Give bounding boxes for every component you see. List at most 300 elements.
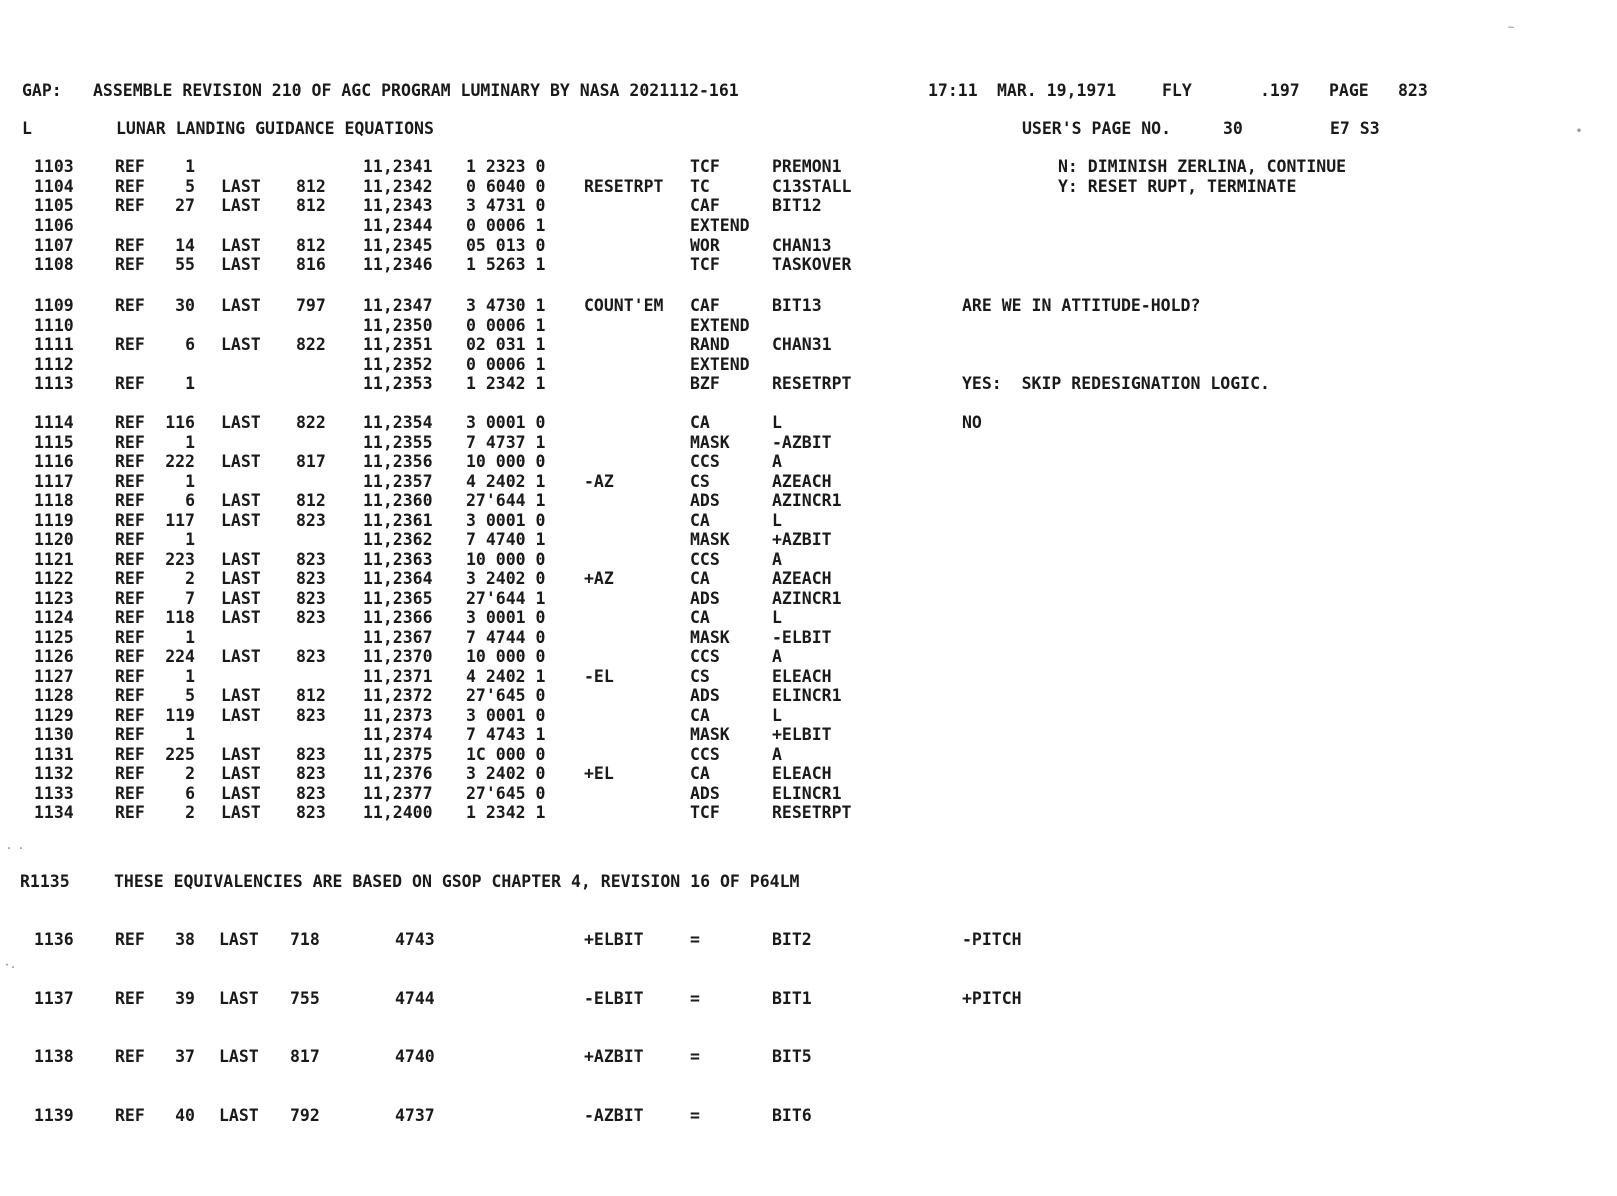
row-label: +AZ: [584, 569, 614, 588]
page-header: [0, 81, 1617, 101]
row-comment: ARE WE IN ATTITUDE-HOLD?: [962, 296, 1201, 315]
row-lastn: 823: [296, 511, 326, 530]
row-operand: ELINCR1: [772, 784, 842, 803]
listing-row: [0, 157, 1617, 177]
row-ref: REF: [115, 725, 145, 744]
row-lastn: 823: [296, 764, 326, 783]
row-last: LAST: [221, 491, 261, 510]
row-code: 1 2323 0: [466, 157, 546, 176]
section-title: LUNAR LANDING GUIDANCE EQUATIONS: [116, 119, 434, 138]
row-ln: 1134: [34, 803, 74, 822]
row-code: 4 2402 1: [466, 667, 546, 686]
row-rn: 6: [185, 784, 195, 803]
row-comment: Y: RESET RUPT, TERMINATE: [1058, 177, 1297, 196]
row-op: TCF: [690, 255, 720, 274]
listing-row: [0, 511, 1617, 531]
row-operand: BIT13: [772, 296, 822, 315]
row-op: BZF: [690, 374, 720, 393]
listing-row: [0, 745, 1617, 765]
equate-eq: =: [690, 1106, 700, 1125]
row-last: LAST: [221, 236, 261, 255]
row-operand: A: [772, 452, 782, 471]
row-addr: 11,2362: [363, 530, 433, 549]
row-rn: 27: [175, 196, 195, 215]
header-page-number: 823: [1398, 81, 1428, 100]
row-addr: 11,2365: [363, 589, 433, 608]
row-op: ADS: [690, 784, 720, 803]
row-operand: L: [772, 511, 782, 530]
row-code: 4 2402 1: [466, 472, 546, 491]
listing-row: [0, 335, 1617, 355]
listing-row: [0, 196, 1617, 216]
row-lastn: 823: [296, 803, 326, 822]
row-rn: 117: [165, 511, 195, 530]
equate-last: LAST: [219, 1106, 259, 1125]
row-rn: 1: [185, 157, 195, 176]
row-operand: L: [772, 413, 782, 432]
equate-comment: +PITCH: [962, 989, 1022, 1008]
equate-last: LAST: [219, 930, 259, 949]
row-op: CCS: [690, 647, 720, 666]
equate-eq: =: [690, 930, 700, 949]
scan-speck: •: [1576, 126, 1583, 137]
row-ref: REF: [115, 667, 145, 686]
header-page-label: PAGE: [1329, 81, 1369, 100]
header-date: MAR. 19,1971: [997, 81, 1117, 100]
equate-lastn: 792: [290, 1106, 320, 1125]
row-op: CCS: [690, 550, 720, 569]
row-ln: 1121: [34, 550, 74, 569]
row-operand: +AZBIT: [772, 530, 832, 549]
row-last: LAST: [221, 550, 261, 569]
equate-target: BIT6: [772, 1106, 812, 1125]
row-op: WOR: [690, 236, 720, 255]
header-code: .197: [1260, 81, 1300, 100]
row-addr: 11,2377: [363, 784, 433, 803]
row-lastn: 823: [296, 550, 326, 569]
row-last: LAST: [221, 452, 261, 471]
row-op: CS: [690, 472, 710, 491]
row-operand: TASKOVER: [772, 255, 852, 274]
row-op: MASK: [690, 530, 730, 549]
row-operand: ELEACH: [772, 667, 832, 686]
listing-row: [0, 296, 1617, 316]
row-ln: 1132: [34, 764, 74, 783]
row-ref: REF: [115, 472, 145, 491]
listing-row: [0, 374, 1617, 394]
row-ref: REF: [115, 569, 145, 588]
row-op: EXTEND: [690, 216, 750, 235]
row-ln: 1110: [34, 316, 74, 335]
row-ln: 1115: [34, 433, 74, 452]
equate-row: [0, 1047, 1617, 1067]
row-ref: REF: [115, 550, 145, 569]
row-addr: 11,2361: [363, 511, 433, 530]
row-rn: 223: [165, 550, 195, 569]
row-rn: 1: [185, 433, 195, 452]
remark-text: THESE EQUIVALENCIES ARE BASED ON GSOP CHAPTER 4, REVISION 16 OF P64LM: [114, 872, 800, 891]
row-addr: 11,2344: [363, 216, 433, 235]
row-code: 05 013 0: [466, 236, 546, 255]
row-op: CAF: [690, 196, 720, 215]
row-code: 3 0001 0: [466, 511, 546, 530]
row-ref: REF: [115, 433, 145, 452]
row-ref: REF: [115, 803, 145, 822]
scan-speck: ·.: [4, 960, 17, 971]
listing-row: [0, 491, 1617, 511]
listing-row: [0, 452, 1617, 472]
row-addr: 11,2367: [363, 628, 433, 647]
row-addr: 11,2373: [363, 706, 433, 725]
row-rn: 225: [165, 745, 195, 764]
row-ln: 1122: [34, 569, 74, 588]
row-label: -AZ: [584, 472, 614, 491]
row-op: CA: [690, 413, 710, 432]
row-operand: -AZBIT: [772, 433, 832, 452]
row-code: 3 0001 0: [466, 608, 546, 627]
row-addr: 11,2352: [363, 355, 433, 374]
row-code: 10 000 0: [466, 550, 546, 569]
row-operand: AZINCR1: [772, 491, 842, 510]
row-rn: 55: [175, 255, 195, 274]
equate-value: 4740: [395, 1047, 435, 1066]
row-ref: REF: [115, 706, 145, 725]
row-addr: 11,2360: [363, 491, 433, 510]
row-operand: RESETRPT: [772, 374, 852, 393]
row-ln: 1118: [34, 491, 74, 510]
equate-name: +ELBIT: [584, 930, 644, 949]
row-operand: A: [772, 550, 782, 569]
row-addr: 11,2346: [363, 255, 433, 274]
row-ref: REF: [115, 530, 145, 549]
row-lastn: 817: [296, 452, 326, 471]
equate-value: 4737: [395, 1106, 435, 1125]
equate-rn: 37: [175, 1047, 195, 1066]
row-operand: CHAN13: [772, 236, 832, 255]
row-ln: 1106: [34, 216, 74, 235]
row-comment: NO: [962, 413, 982, 432]
row-op: TC: [690, 177, 710, 196]
listing-row: [0, 236, 1617, 256]
row-last: LAST: [221, 764, 261, 783]
listing-row: [0, 686, 1617, 706]
row-addr: 11,2366: [363, 608, 433, 627]
equate-target: BIT1: [772, 989, 812, 1008]
equate-rn: 38: [175, 930, 195, 949]
row-lastn: 822: [296, 335, 326, 354]
row-lastn: 823: [296, 745, 326, 764]
listing-row: [0, 628, 1617, 648]
row-op: CCS: [690, 452, 720, 471]
row-code: 10 000 0: [466, 647, 546, 666]
row-ln: 1119: [34, 511, 74, 530]
row-rn: 116: [165, 413, 195, 432]
row-code: 7 4740 1: [466, 530, 546, 549]
row-lastn: 823: [296, 706, 326, 725]
row-op: CA: [690, 511, 710, 530]
equate-row: [0, 1106, 1617, 1126]
row-addr: 11,2357: [363, 472, 433, 491]
row-rn: 1: [185, 628, 195, 647]
row-op: CS: [690, 667, 710, 686]
row-last: LAST: [221, 784, 261, 803]
row-addr: 11,2343: [363, 196, 433, 215]
row-operand: ELEACH: [772, 764, 832, 783]
equate-eq: =: [690, 1047, 700, 1066]
row-code: 7 4744 0: [466, 628, 546, 647]
row-addr: 11,2364: [363, 569, 433, 588]
row-op: CA: [690, 569, 710, 588]
row-code: 3 0001 0: [466, 413, 546, 432]
equate-lastn: 817: [290, 1047, 320, 1066]
row-lastn: 816: [296, 255, 326, 274]
row-operand: A: [772, 745, 782, 764]
row-ln: 1120: [34, 530, 74, 549]
listing-row: [0, 316, 1617, 336]
row-ref: REF: [115, 452, 145, 471]
row-ln: 1107: [34, 236, 74, 255]
row-operand: BIT12: [772, 196, 822, 215]
equate-comment: -PITCH: [962, 930, 1022, 949]
row-ln: 1111: [34, 335, 74, 354]
row-addr: 11,2345: [363, 236, 433, 255]
row-ln: 1105: [34, 196, 74, 215]
row-op: MASK: [690, 725, 730, 744]
row-ref: REF: [115, 236, 145, 255]
listing-row: [0, 413, 1617, 433]
row-code: 0 6040 0: [466, 177, 546, 196]
row-rn: 119: [165, 706, 195, 725]
row-rn: 6: [185, 491, 195, 510]
row-ref: REF: [115, 335, 145, 354]
row-code: 1 5263 1: [466, 255, 546, 274]
row-ln: 1112: [34, 355, 74, 374]
row-code: 1 2342 1: [466, 374, 546, 393]
row-ln: 1113: [34, 374, 74, 393]
listing-row: [0, 433, 1617, 453]
row-addr: 11,2370: [363, 647, 433, 666]
row-code: 7 4737 1: [466, 433, 546, 452]
row-op: CCS: [690, 745, 720, 764]
row-ref: REF: [115, 296, 145, 315]
row-operand: RESETRPT: [772, 803, 852, 822]
equate-value: 4743: [395, 930, 435, 949]
row-ln: 1116: [34, 452, 74, 471]
row-last: LAST: [221, 335, 261, 354]
listing-row: [0, 569, 1617, 589]
equate-row: [0, 989, 1617, 1009]
equate-name: -ELBIT: [584, 989, 644, 1008]
equate-last: LAST: [219, 989, 259, 1008]
row-operand: PREMON1: [772, 157, 842, 176]
equate-ln: 1137: [34, 989, 74, 1008]
row-last: LAST: [221, 589, 261, 608]
row-last: LAST: [221, 296, 261, 315]
row-rn: 222: [165, 452, 195, 471]
row-last: LAST: [221, 177, 261, 196]
row-ref: REF: [115, 628, 145, 647]
row-lastn: 812: [296, 196, 326, 215]
row-addr: 11,2375: [363, 745, 433, 764]
row-op: TCF: [690, 157, 720, 176]
row-ref: REF: [115, 177, 145, 196]
equate-name: -AZBIT: [584, 1106, 644, 1125]
row-addr: 11,2400: [363, 803, 433, 822]
listing-row: [0, 608, 1617, 628]
listing-row: [0, 725, 1617, 745]
equate-rn: 40: [175, 1106, 195, 1125]
row-ref: REF: [115, 255, 145, 274]
row-lastn: 797: [296, 296, 326, 315]
listing-row: [0, 589, 1617, 609]
row-addr: 11,2342: [363, 177, 433, 196]
equate-ln: 1139: [34, 1106, 74, 1125]
row-addr: 11,2353: [363, 374, 433, 393]
row-ref: REF: [115, 157, 145, 176]
row-ref: REF: [115, 374, 145, 393]
row-last: LAST: [221, 686, 261, 705]
row-ln: 1124: [34, 608, 74, 627]
row-code: 3 4731 0: [466, 196, 546, 215]
equate-name: +AZBIT: [584, 1047, 644, 1066]
row-op: RAND: [690, 335, 730, 354]
listing-row: [0, 784, 1617, 804]
row-rn: 1: [185, 667, 195, 686]
listing-row: [0, 355, 1617, 375]
row-operand: L: [772, 608, 782, 627]
row-operand: ELINCR1: [772, 686, 842, 705]
row-lastn: 823: [296, 589, 326, 608]
listing-row: [0, 550, 1617, 570]
listing-row: [0, 530, 1617, 550]
header-title: ASSEMBLE REVISION 210 OF AGC PROGRAM LUMINARY BY NASA 2021112-161: [93, 81, 739, 100]
row-code: 3 2402 0: [466, 569, 546, 588]
row-operand: C13STALL: [772, 177, 852, 196]
section-header: [0, 119, 1617, 139]
row-addr: 11,2341: [363, 157, 433, 176]
row-op: MASK: [690, 433, 730, 452]
row-last: LAST: [221, 706, 261, 725]
row-last: LAST: [221, 196, 261, 215]
row-lastn: 823: [296, 784, 326, 803]
row-addr: 11,2376: [363, 764, 433, 783]
remark-line: [0, 872, 1617, 892]
row-ln: 1127: [34, 667, 74, 686]
row-ln: 1126: [34, 647, 74, 666]
equate-ref: REF: [115, 1047, 145, 1066]
row-lastn: 823: [296, 608, 326, 627]
row-code: 3 0001 0: [466, 706, 546, 725]
row-last: LAST: [221, 413, 261, 432]
row-ref: REF: [115, 413, 145, 432]
scan-speck: . .: [6, 841, 25, 852]
listing-row: [0, 647, 1617, 667]
row-operand: A: [772, 647, 782, 666]
equate-row: [0, 930, 1617, 950]
listing-row: [0, 177, 1617, 197]
row-code: 3 4730 1: [466, 296, 546, 315]
row-last: LAST: [221, 255, 261, 274]
row-operand: AZEACH: [772, 472, 832, 491]
row-operand: CHAN31: [772, 335, 832, 354]
header-time: 17:11: [928, 81, 978, 100]
row-rn: 6: [185, 335, 195, 354]
row-ln: 1131: [34, 745, 74, 764]
row-code: 02 031 1: [466, 335, 546, 354]
row-code: 27'644 1: [466, 491, 546, 510]
row-op: ADS: [690, 589, 720, 608]
row-ln: 1129: [34, 706, 74, 725]
row-operand: AZINCR1: [772, 589, 842, 608]
listing-row: [0, 764, 1617, 784]
row-rn: 1: [185, 530, 195, 549]
row-last: LAST: [221, 745, 261, 764]
row-lastn: 823: [296, 647, 326, 666]
listing-row: [0, 216, 1617, 236]
row-op: MASK: [690, 628, 730, 647]
user-page-number: 30: [1223, 119, 1243, 138]
row-ref: REF: [115, 686, 145, 705]
row-op: EXTEND: [690, 316, 750, 335]
row-code: 0 0006 1: [466, 216, 546, 235]
row-code: 1 2342 1: [466, 803, 546, 822]
row-addr: 11,2363: [363, 550, 433, 569]
equate-value: 4744: [395, 989, 435, 1008]
equate-lastn: 755: [290, 989, 320, 1008]
row-rn: 7: [185, 589, 195, 608]
row-comment: YES: SKIP REDESIGNATION LOGIC.: [962, 374, 1270, 393]
row-addr: 11,2354: [363, 413, 433, 432]
equate-ref: REF: [115, 989, 145, 1008]
row-label: COUNT'EM: [584, 296, 664, 315]
row-ln: 1133: [34, 784, 74, 803]
row-addr: 11,2347: [363, 296, 433, 315]
row-code: 3 2402 0: [466, 764, 546, 783]
row-last: LAST: [221, 647, 261, 666]
row-op: EXTEND: [690, 355, 750, 374]
row-lastn: 812: [296, 236, 326, 255]
equate-target: BIT5: [772, 1047, 812, 1066]
row-ln: 1108: [34, 255, 74, 274]
scan-speck: ~: [1508, 22, 1515, 33]
row-ln: 1117: [34, 472, 74, 491]
row-rn: 2: [185, 569, 195, 588]
row-lastn: 822: [296, 413, 326, 432]
row-ln: 1103: [34, 157, 74, 176]
row-rn: 14: [175, 236, 195, 255]
row-lastn: 812: [296, 177, 326, 196]
row-rn: 2: [185, 764, 195, 783]
row-ln: 1114: [34, 413, 74, 432]
row-lastn: 812: [296, 491, 326, 510]
listing-row: [0, 472, 1617, 492]
row-ref: REF: [115, 491, 145, 510]
row-label: +EL: [584, 764, 614, 783]
row-addr: 11,2372: [363, 686, 433, 705]
row-ref: REF: [115, 196, 145, 215]
row-ref: REF: [115, 745, 145, 764]
row-ref: REF: [115, 647, 145, 666]
row-ref: REF: [115, 608, 145, 627]
row-op: CA: [690, 764, 710, 783]
row-last: LAST: [221, 569, 261, 588]
row-ln: 1130: [34, 725, 74, 744]
row-code: 1C 000 0: [466, 745, 546, 764]
row-ref: REF: [115, 511, 145, 530]
header-mode: FLY: [1162, 81, 1192, 100]
row-addr: 11,2350: [363, 316, 433, 335]
program-name: GAP:: [22, 81, 62, 100]
